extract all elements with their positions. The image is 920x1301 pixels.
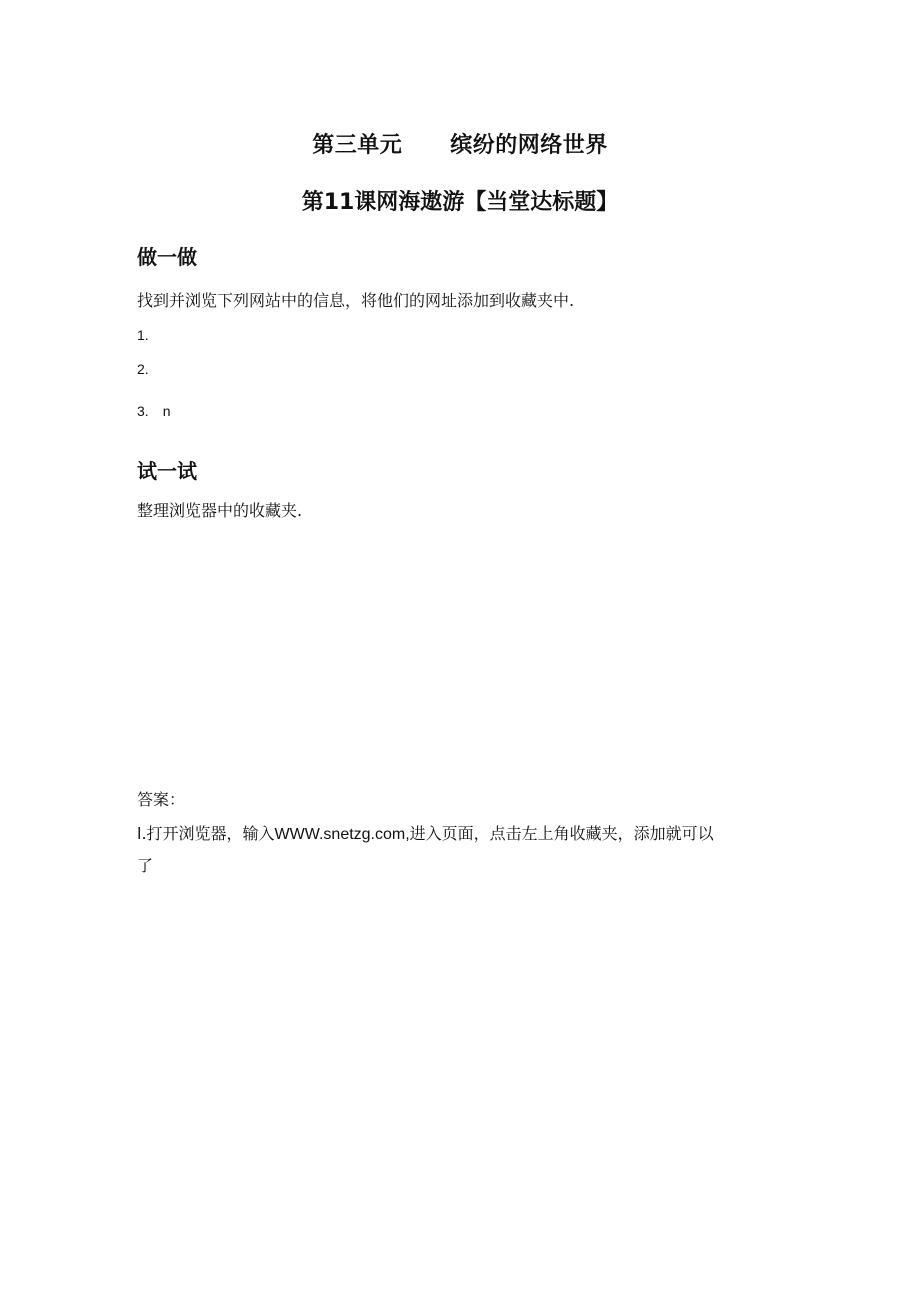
answer-text	[137, 818, 787, 881]
answer-url: WWW.snetzg.com,	[274, 826, 410, 843]
list-item	[137, 403, 170, 419]
answer-prefix: l.打开浏览器，输入	[137, 824, 275, 843]
unit-title	[0, 128, 920, 159]
lesson-title: 第11课网海遨游【当堂达标题】	[301, 190, 619, 215]
answer-label: 答案：	[137, 790, 186, 809]
list-item	[137, 361, 163, 377]
section-heading-try: 试一试	[137, 459, 197, 483]
unit-label: 第三单元	[312, 133, 403, 158]
try-instruction: 整理浏览器中的收藏夹.	[137, 501, 303, 520]
answer-rest: 进入页面，点击左上角收藏夹，添加就可以	[409, 824, 714, 843]
list-item-number: 1.	[137, 327, 149, 343]
task-instruction: 找到并浏览下列网站中的信息，将他们的网址添加到收藏夹中.	[137, 291, 575, 310]
list-item	[137, 327, 163, 343]
list-item-text: n	[162, 403, 171, 419]
unit-name: 缤纷的网络世界	[450, 133, 608, 158]
answer-line2: 了	[137, 856, 154, 875]
list-item-number: 3.	[137, 403, 149, 419]
section-heading-do: 做一做	[137, 245, 197, 269]
list-item-number: 2.	[137, 361, 149, 377]
